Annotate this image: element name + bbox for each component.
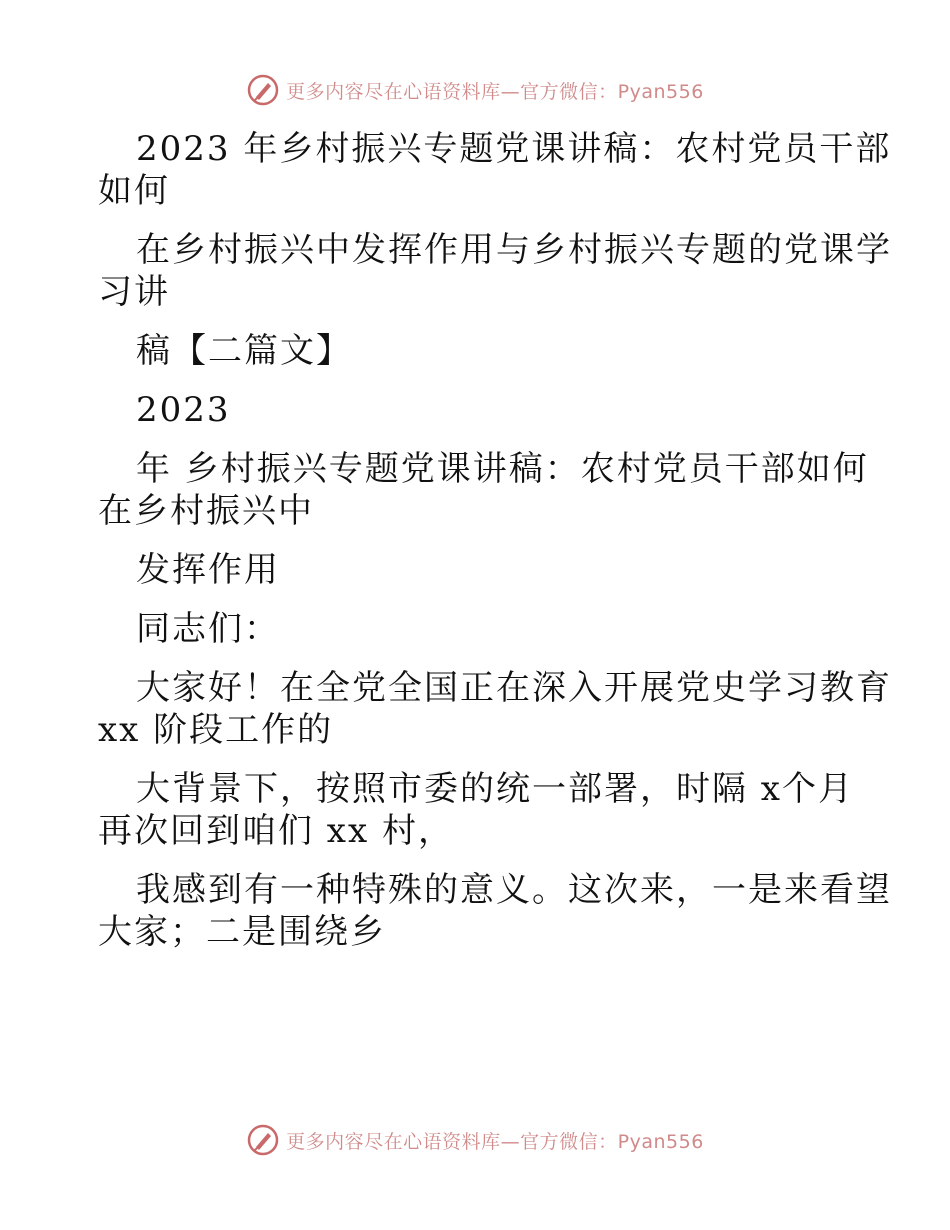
subtitle-line-1: 年 乡村振兴专题党课讲稿：农村党员干部如何 [136, 449, 869, 489]
title-line-5: 稿【二篇文】 [136, 331, 352, 371]
title-line-1: 2023 年乡村振兴专题党课讲稿：农村党员干部 [136, 129, 892, 169]
subtitle-line-2: 在乡村振兴中 [98, 491, 314, 531]
pen-logo-icon [246, 73, 280, 107]
pen-logo-icon [246, 1123, 280, 1157]
watermark-text: 更多内容尽在心语资料库—官方微信：Pyan556 [286, 80, 704, 103]
watermark-bottom [0, 1120, 950, 1160]
title-line-4: 习讲 [98, 272, 170, 312]
text-line-year: 2023 [136, 390, 231, 430]
paragraph-line-6: 大家；二是围绕乡 [98, 912, 386, 952]
paragraph-line-4: 再次回到咱们 xx 村， [98, 811, 454, 851]
salutation: 同志们： [136, 609, 280, 649]
paragraph-line-3: 大背景下，按照市委的统一部署，时隔 x个月 [136, 769, 854, 809]
paragraph-line-5: 我感到有一种特殊的意义。这次来，一是来看望 [136, 870, 892, 910]
watermark-top [0, 70, 950, 110]
watermark-text: 更多内容尽在心语资料库—官方微信：Pyan556 [286, 1130, 704, 1153]
subtitle-line-3: 发挥作用 [136, 550, 280, 590]
title-line-2: 如何 [98, 171, 170, 211]
paragraph-line-1: 大家好！在全党全国正在深入开展党史学习教育 [136, 668, 892, 708]
document-body [98, 128, 892, 953]
paragraph-line-2: xx 阶段工作的 [98, 710, 334, 750]
title-line-3: 在乡村振兴中发挥作用与乡村振兴专题的党课学 [136, 230, 892, 270]
